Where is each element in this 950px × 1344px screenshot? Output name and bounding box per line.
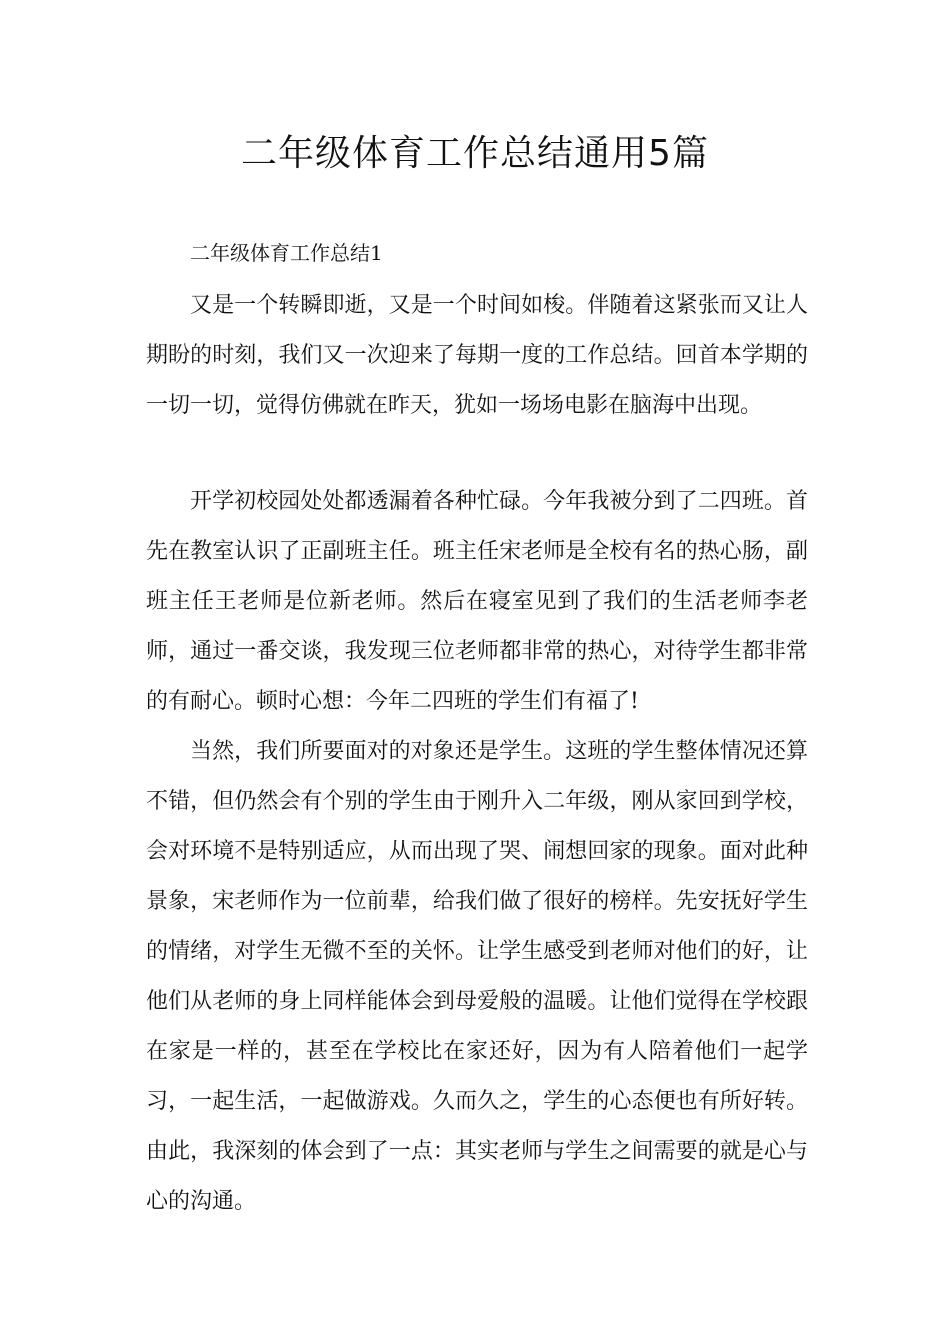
paragraph-3: 当然，我们所要面对的对象还是学生。这班的学生整体情况还算不错，但仍然会有个别的学生由于刚升入二年级，刚从家回到学校，会对环境不是特别适应，从而出现了哭、闹想回家的现象。面对此种景象，宋老师作为一位前辈，给我们做了很好的榜样。先安抚好学生的情绪，对学生无微不至的关怀。让学生感受到老师对他们的好，让他们从老师的身上同样能体会到母爱般的温暖。让他们觉得在学校跟在家是一样的，甚至在学校比在家还好，因为有人陪着他们一起学习，一起生活，一起做游戏。久而久之，学生的心态便也有所好转。由此，我深刻的体会到了一点：其实老师与学生之间需要的就是心与心的沟通。 <box>146 739 808 1214</box>
document-title: 二年级体育工作总结通用5篇 <box>241 133 709 174</box>
document-body <box>146 231 808 1227</box>
paragraph-gap <box>146 431 808 477</box>
paragraph-1: 又是一个转瞬即逝，又是一个时间如梭。伴随着这紧张而又让人期盼的时刻，我们又一次迎来了每期一度的工作总结。回首本学期的一切一切，觉得仿佛就在昨天，犹如一场场电影在脑海中出现。 <box>146 293 808 418</box>
paragraph-2: 开学初校园处处都透漏着各种忙碌。今年我被分到了二四班。首先在教室认识了正副班主任。班主任宋老师是全校有名的热心肠，副班主任王老师是位新老师。然后在寝室见到了我们的生活老师李老师，通过一番交谈，我发现三位老师都非常的热心，对待学生都非常的有耐心。顿时心想：今年二四班的学生们有福了! <box>146 489 808 714</box>
section-heading: 二年级体育工作总结1 <box>190 241 383 265</box>
